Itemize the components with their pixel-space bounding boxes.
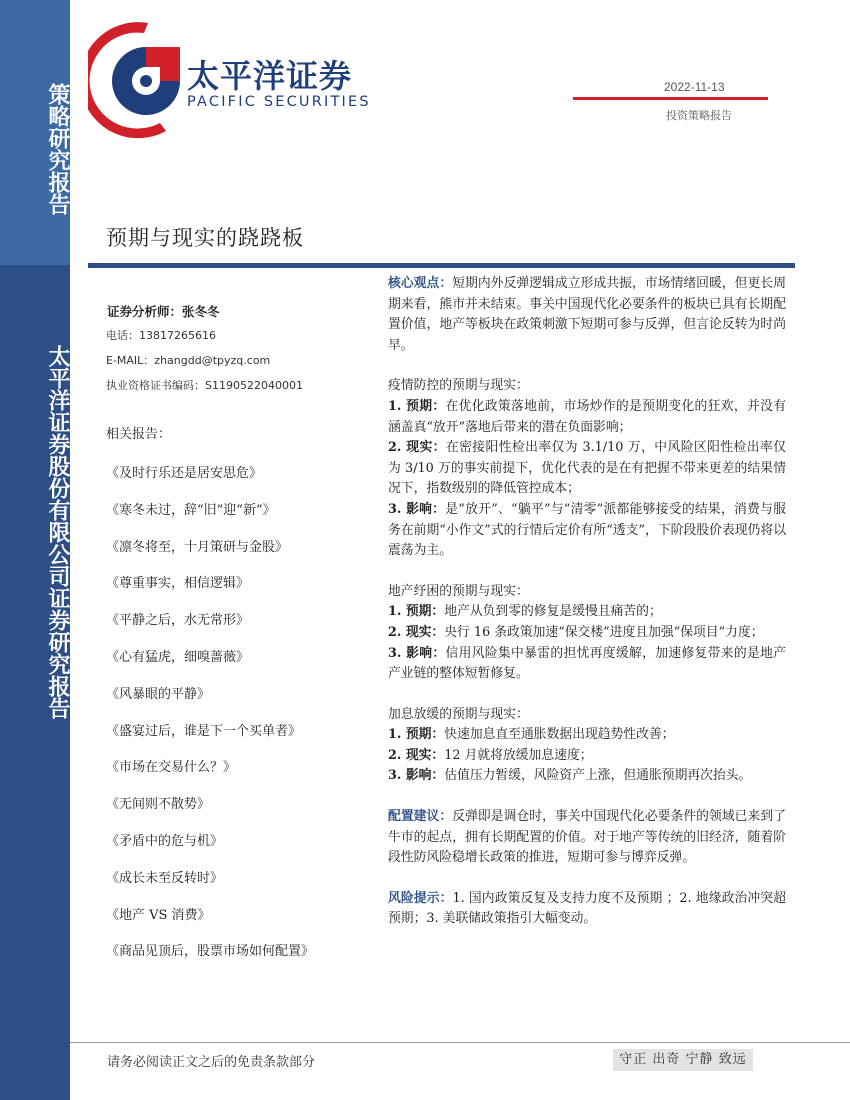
sidebar-company-name: 太平洋证券股份有限公司证券研究报告 bbox=[45, 345, 71, 719]
section-point bbox=[388, 766, 786, 787]
section-point bbox=[388, 500, 786, 562]
related-report-link[interactable]: 《寒冬未过，辞“旧”迎“新”》 bbox=[106, 502, 276, 518]
section-heading: 地产纾困的预期与现实： bbox=[388, 583, 529, 599]
allocation-label: 配置建议： bbox=[388, 809, 453, 825]
point-text: 快速加息直至通胀数据出现趋势性改善； bbox=[444, 727, 675, 743]
analyst-name: 证券分析师：张冬冬 bbox=[107, 304, 220, 319]
risk-text: 1. 国内政策反复及支持力度不及预期 ；2. 地缘政治冲突超预期；3. 美联储政策指引大幅变动。 bbox=[388, 890, 787, 927]
point-label: 2. 现实： bbox=[388, 747, 445, 763]
report-summary bbox=[388, 274, 786, 930]
related-reports-heading: 相关报告： bbox=[106, 427, 172, 442]
title-divider bbox=[88, 263, 795, 268]
section-point bbox=[388, 623, 786, 644]
section-point bbox=[388, 746, 786, 767]
point-label: 1. 预期： bbox=[388, 727, 445, 743]
point-text: 信用风险集中暴雷的担忧再度缓解，加速修复带来的是地产产业链的整体短暂修复。 bbox=[388, 645, 786, 682]
report-date: 2022-11-13 bbox=[664, 80, 725, 94]
point-label: 3. 影响： bbox=[388, 768, 445, 784]
related-report-link[interactable]: 《商品见顶后，股票市场如何配置》 bbox=[106, 944, 315, 960]
point-text: 在密接阳性检出率仅为 3.1/10 万，中风险区阳性检出率仅为 3/10 万的事实前提下，优化代表的是在有把握不带来更差的结果情况下，指数级别的降低管控成本； bbox=[388, 440, 786, 497]
section-heading: 疫情防控的预期与现实： bbox=[388, 378, 529, 394]
company-logo-icon bbox=[88, 15, 183, 140]
related-report-link[interactable]: 《尊重事实，相信逻辑》 bbox=[106, 576, 250, 592]
section-point bbox=[388, 644, 786, 685]
allocation-text: 反弹即是调仓时，事关中国现代化必要条件的领域已来到了牛市的起点，拥有长期配置的价值。对于地产等传统的旧经济，随着阶段性防风险稳增长政策的推进，短期可参与博弈反弹。 bbox=[388, 809, 787, 866]
point-text: 地产从负到零的修复是缓慢且痛苦的； bbox=[444, 604, 662, 620]
point-text: 是“放开”、“躺平”与“清零”派都能够接受的结果，消费与服务在前期“小作文”式的行情后定价有所“透支”，下阶段股价表现仍将以震荡为主。 bbox=[388, 501, 786, 559]
allocation-paragraph bbox=[388, 807, 786, 869]
point-label: 2. 现实： bbox=[388, 440, 446, 456]
related-reports-list bbox=[106, 464, 326, 979]
point-label: 2. 现实： bbox=[388, 624, 445, 640]
core-view-text: 短期内外反弹逻辑成立形成共振，市场情绪回暖，但更长周期来看，熊市并未结束。事关中国现代化必要条件的板块已具有长期配置价值，地产等板块在政策刺激下短期可参与反弹，但言论反转为时尚早。 bbox=[388, 276, 787, 353]
section-point bbox=[388, 397, 786, 438]
point-text: 在优化政策落地前，市场炒作的是预期变化的狂欢，并没有涵盖真“放开”落地后带来的潜在负面影响； bbox=[388, 398, 786, 435]
related-report-link[interactable]: 《地产 VS 消费》 bbox=[106, 907, 211, 923]
section-point bbox=[388, 438, 786, 500]
analyst-license: 执业资格证书编码：S1190522040001 bbox=[106, 379, 303, 392]
logo-english-name: PACIFIC SECURITIES bbox=[187, 94, 371, 110]
related-report-link[interactable]: 《市场在交易什么？》 bbox=[106, 760, 237, 776]
point-text: 央行 16 条政策加速“保交楼”进度且加强“保项目”力度； bbox=[444, 624, 764, 640]
disclaimer-note: 请务必阅读正文之后的免责条款部分 bbox=[107, 1055, 316, 1070]
related-report-link[interactable]: 《平静之后，水无常形》 bbox=[106, 613, 250, 629]
point-text: 12 月就将放缓加息速度； bbox=[444, 747, 593, 763]
company-motto: 守正 出奇 宁静 致远 bbox=[613, 1049, 753, 1071]
point-label: 1. 预期： bbox=[388, 604, 445, 620]
logo-chinese-name: 太平洋证券 bbox=[187, 57, 353, 95]
core-view-paragraph bbox=[388, 274, 786, 356]
related-report-link[interactable]: 《盛宴过后，谁是下一个买单者》 bbox=[106, 723, 302, 739]
section-heading: 加息放缓的预期与现实： bbox=[388, 706, 529, 722]
report-title: 预期与现实的跷跷板 bbox=[106, 226, 304, 250]
related-report-link[interactable]: 《成长未至反转时》 bbox=[106, 870, 224, 886]
analyst-phone: 电话：13817265616 bbox=[106, 329, 216, 342]
core-view-label: 核心观点： bbox=[388, 276, 453, 291]
related-report-link[interactable]: 《无间则不散势》 bbox=[106, 797, 211, 813]
section-point bbox=[388, 602, 786, 623]
point-text: 估值压力暂缓，风险资产上涨，但通胀预期再次抬头。 bbox=[444, 768, 752, 784]
risk-label: 风险提示： bbox=[388, 890, 453, 906]
footer-divider bbox=[70, 1042, 850, 1043]
related-report-link[interactable]: 《凛冬将至，十月策研与金股》 bbox=[106, 539, 289, 555]
point-label: 3. 影响： bbox=[388, 645, 446, 661]
related-report-link[interactable]: 《心有猛虎，细嗅蔷薇》 bbox=[106, 649, 250, 665]
related-report-link[interactable]: 《矛盾中的危与机》 bbox=[106, 833, 224, 849]
risk-paragraph bbox=[388, 889, 786, 930]
sidebar-report-category: 策略研究报告 bbox=[45, 83, 71, 215]
point-label: 1. 预期： bbox=[388, 398, 446, 414]
related-report-link[interactable]: 《及时行乐还是居安思危》 bbox=[106, 466, 263, 481]
point-label: 3. 影响： bbox=[388, 501, 446, 517]
analyst-email[interactable]: E-MAIL：zhangdd@tpyzq.com bbox=[106, 354, 271, 367]
related-report-link[interactable]: 《风暴眼的平静》 bbox=[106, 686, 211, 702]
report-type: 投资策略报告 bbox=[666, 109, 732, 122]
header-divider bbox=[573, 97, 768, 100]
section-point bbox=[388, 725, 786, 746]
